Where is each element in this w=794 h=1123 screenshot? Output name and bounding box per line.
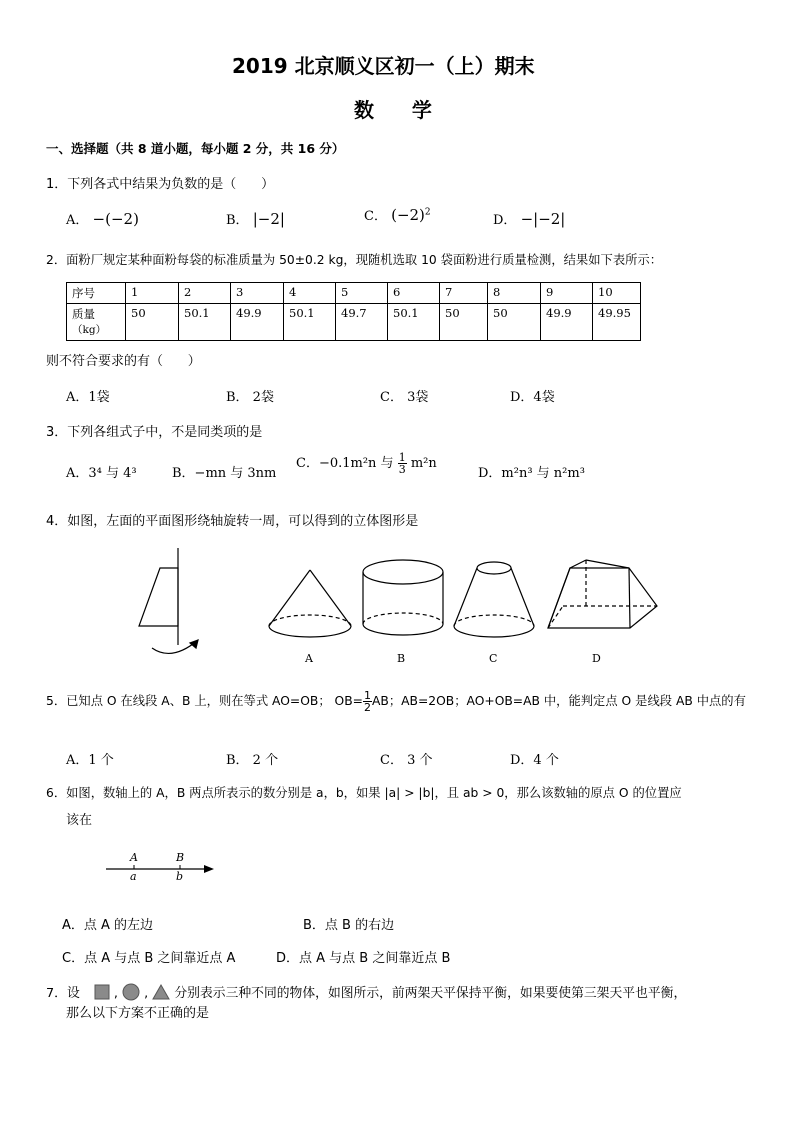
q3-option-a: A．3⁴ 与 4³ bbox=[66, 466, 137, 481]
q4-stem: 4．如图，左面的平面图形绕轴旋转一周，可以得到的立体图形是 bbox=[46, 514, 419, 529]
table-cell: 50.1 bbox=[179, 304, 231, 341]
table-cell: 50 bbox=[126, 304, 179, 341]
q2-option-c: C． 3袋 bbox=[380, 390, 429, 405]
fraction: $\frac{1}{3}$ bbox=[398, 451, 406, 476]
number-line bbox=[104, 850, 224, 890]
table-cell: 7 bbox=[440, 283, 488, 304]
table-cell: 9 bbox=[541, 283, 593, 304]
table-cell: 5 bbox=[336, 283, 388, 304]
figure-label-d: D bbox=[592, 652, 601, 665]
table-cell: 6 bbox=[388, 283, 440, 304]
q7-stem-line1: 7．设 , , 分别表示三种不同的物体，如图所示，前两架天平保持平衡，如果要使第三架天平也平衡， bbox=[46, 982, 686, 1001]
q6-option-b: B．点 B 的右边 bbox=[303, 918, 395, 933]
table-cell: 49.95 bbox=[593, 304, 641, 341]
subject-title: 数 学 bbox=[354, 98, 434, 122]
point-a-label: A bbox=[130, 851, 138, 864]
q6-option-d: D．点 A 与点 B 之间靠近点 B bbox=[276, 951, 451, 966]
q5-option-d: D．4 个 bbox=[510, 753, 559, 768]
q3-stem: 3．下列各组式子中，不是同类项的是 bbox=[46, 425, 263, 440]
fraction: $\frac{1}{2}$ bbox=[363, 689, 371, 714]
q1-option-c: C． $(-2)^2$ bbox=[364, 206, 431, 224]
table-cell: 50.1 bbox=[388, 304, 440, 341]
q6-option-c: C．点 A 与点 B 之间靠近点 A bbox=[62, 951, 236, 966]
table-cell: 50.1 bbox=[284, 304, 336, 341]
prism-frustum-icon bbox=[548, 560, 657, 628]
q1-option-a: A． −(−2) bbox=[66, 210, 139, 228]
q2-stem: 2．面粉厂规定某种面粉每袋的标准质量为 50±0.2 kg，现随机选取 10 袋面粉进行质量检测，结果如下表所示： bbox=[46, 253, 663, 267]
q5-stem: 5．已知点 O 在线段 A、B 上，则在等式 AO=OB； OB= $\frac{1}{2}$ AB；AB=2OB；AO+OB=AB 中，能判定点 O 是线段 AB 中点的有 bbox=[46, 689, 746, 714]
q1-option-d: D． −|−2| bbox=[493, 210, 566, 228]
q3-option-c: C．−0.1m²n 与 $\frac{1}{3}$ m²n bbox=[296, 451, 437, 476]
figure-label-c: C bbox=[489, 652, 498, 665]
q1-option-b: B． |−2| bbox=[226, 210, 285, 228]
table-cell: 2 bbox=[179, 283, 231, 304]
plane-shape-icon bbox=[139, 548, 198, 653]
table-header-cell: 序号 bbox=[67, 283, 126, 304]
table-cell: 1 bbox=[126, 283, 179, 304]
table-cell: 10 bbox=[593, 283, 641, 304]
triangle-icon bbox=[152, 984, 170, 1000]
point-b-label: B bbox=[176, 851, 185, 864]
cylinder-icon bbox=[363, 560, 443, 635]
q2-after: 则不符合要求的有（ ） bbox=[46, 354, 201, 369]
table-header-cell: 质量 （kg） bbox=[67, 304, 126, 341]
figure-label-a: A bbox=[305, 652, 313, 665]
value-b-label: b bbox=[176, 870, 184, 883]
q5-option-c: C． 3 个 bbox=[380, 753, 433, 768]
table-cell: 50 bbox=[488, 304, 541, 341]
table-cell: 4 bbox=[284, 283, 336, 304]
q2-option-b: B． 2袋 bbox=[226, 390, 274, 405]
table-cell: 3 bbox=[231, 283, 284, 304]
page-title: 2019 北京顺义区初一（上）期末 bbox=[232, 54, 535, 78]
q6-option-a: A．点 A 的左边 bbox=[62, 918, 154, 933]
figure-label-b: B bbox=[397, 652, 406, 665]
table-cell: 8 bbox=[488, 283, 541, 304]
q2-table bbox=[66, 282, 641, 341]
q5-option-a: A．1 个 bbox=[66, 753, 114, 768]
table-cell: 49.7 bbox=[336, 304, 388, 341]
value-a-label: a bbox=[130, 870, 137, 883]
q5-option-b: B． 2 个 bbox=[226, 753, 279, 768]
frustum-icon bbox=[454, 562, 534, 637]
q6-stem-line2: 该在 bbox=[66, 813, 93, 828]
q4-figure bbox=[120, 540, 680, 670]
table-cell: 49.9 bbox=[541, 304, 593, 341]
q7-stem-line2: 那么以下方案不正确的是 bbox=[66, 1006, 210, 1021]
circle-icon bbox=[122, 983, 140, 1001]
table-cell: 49.9 bbox=[231, 304, 284, 341]
table-cell: 50 bbox=[440, 304, 488, 341]
cone-icon bbox=[269, 570, 351, 637]
square-icon bbox=[94, 984, 110, 1000]
q1-stem: 1．下列各式中结果为负数的是（ ） bbox=[46, 177, 275, 192]
q3-option-b: B．−mn 与 3nm bbox=[172, 466, 277, 481]
q3-option-d: D．m²n³ 与 n²m³ bbox=[478, 466, 585, 481]
section-heading: 一、选择题（共 8 道小题，每小题 2 分，共 16 分） bbox=[46, 141, 345, 156]
q2-option-d: D．4袋 bbox=[510, 390, 555, 405]
q2-option-a: A．1袋 bbox=[66, 390, 110, 405]
q6-stem-line1: 6．如图，数轴上的 A，B 两点所表示的数分别是 a，b，如果 |a| > |b|，且 ab > 0，那么该数轴的原点 O 的位置应 bbox=[46, 786, 682, 800]
